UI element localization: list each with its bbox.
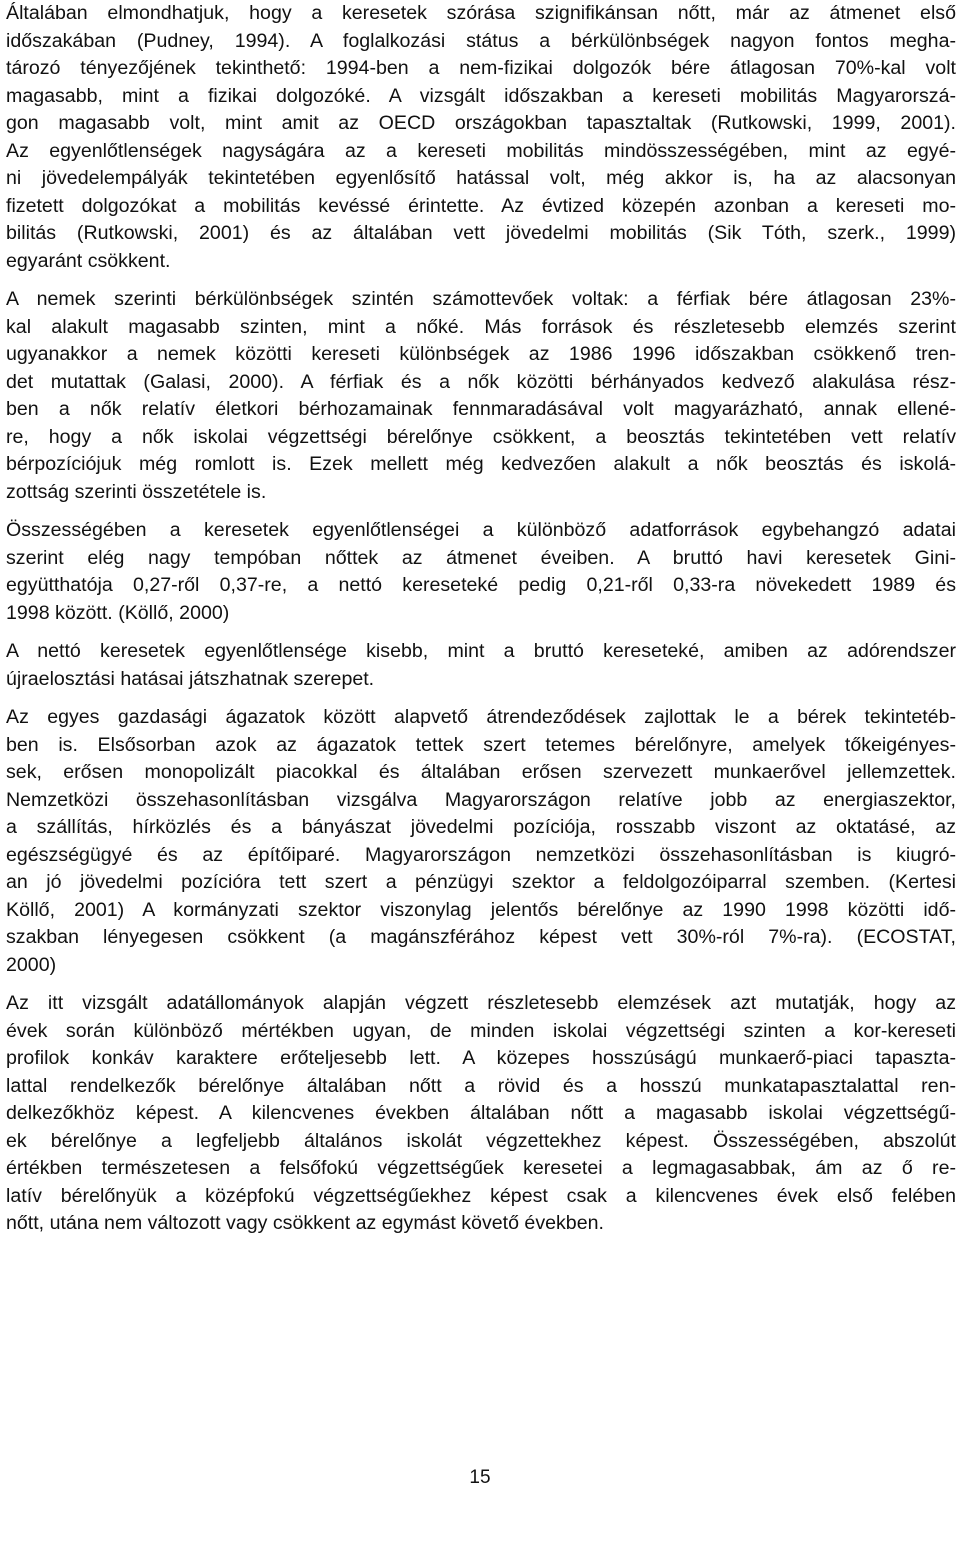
text-line: Köllő, 2001) A kormányzati szektor viszonylag jelentős bérelőnye az 1990 1998 közötti idő- <box>6 898 956 921</box>
text-line: évek során különböző mértékben ugyan, de minden iskolai végzettségi szinten a kor-kereseti <box>6 1019 956 1042</box>
text-line: gon magasabb volt, mint amit az OECD országokban tapasztaltak (Rutkowski, 1999, 2001). <box>6 112 956 134</box>
paragraph-net-earnings <box>6 638 956 693</box>
text-line: ben is. Elsősorban azok az ágazatok tettek szert tetemes bérelőnyre, amelyek tőkeigényes- <box>6 733 956 756</box>
text-line: egészségügyé és az építőiparé. Magyarországon nemzetközi összehasonlításban is kiugró- <box>6 843 956 866</box>
text-line: a szállítás, hírközlés és a bányászat jövedelmi pozíciója, rosszabb viszont az oktatásé, az <box>6 816 956 838</box>
paragraph-gender-wage-gap <box>6 286 956 506</box>
text-line: Az egyenlőtlenségek nagyságára az a kereseti mobilitás mindösszességében, mint az egyé- <box>6 139 956 162</box>
text-line: bérpozíciójuk még romlott is. Ezek mellett még kedvezően alakult a nők beosztás és iskolá- <box>6 453 956 475</box>
text-line: szakban lényegesen csökkent (a magánszférához képest vett 30%-ról 7%-ra). (ECOSTAT, <box>6 926 956 948</box>
text-line: Az egyes gazdasági ágazatok között alapvető átrendeződések zajlottak le a bérek tekintetéb- <box>6 706 956 728</box>
text-line: ni jövedelempályák tekintetében egyenlősítő hatással volt, még akkor is, ha az alacsonyan <box>6 167 956 189</box>
text-line: egyaránt csökkent. <box>6 249 171 272</box>
paragraph-earnings-dispersion <box>6 0 956 275</box>
text-line: sek, erősen monopolizált piacokkal és általában erősen szervezett munkaerővel jellemzettek. <box>6 761 956 783</box>
text-line: ugyanakkor a nemek közötti kereseti különbségek az 1986 1996 időszakban csökkenő tren- <box>6 343 956 365</box>
text-line: Nemzetközi összehasonlításban vizsgálva Magyarországon relatíve jobb az energiaszektor, <box>6 788 956 811</box>
text-line: det mutattak (Galasi, 2000). A férfiak és a nők közötti bérhányados kedvező alakulása rész- <box>6 370 956 393</box>
text-line: újraelosztási hatásai játszhatnak szerepet. <box>6 667 375 690</box>
text-line: tározó tényezőjének tekinthető: 1994-ben a nem-fizikai dolgozók bére átlagosan 70%-kal volt <box>6 57 956 79</box>
text-line: zottság szerinti összetétele is. <box>6 480 267 503</box>
text-line: ben a nők relatív életkori bérhozamainak fennmaradásával volt magyarázható, annak ellené- <box>6 398 956 420</box>
text-line: Általában elmondhatjuk, hogy a keresetek szórása szignifikánsan nőtt, már az átmenet első <box>6 2 956 24</box>
text-line: bilitás (Rutkowski, 2001) és az általában vett jövedelmi mobilitás (Sik Tóth, szerk., 1999) <box>6 222 956 244</box>
text-line: re, hogy a nők iskolai végzettségi bérelőnye csökkent, a beosztás tekintetében vett relatív <box>6 425 956 448</box>
page-number: 15 <box>469 1467 491 1488</box>
text-line: an jó jövedelmi pozícióra tett szert a pénzügyi szektor a feldolgozóiparral szemben. (Kertesi <box>6 871 956 893</box>
paragraph-age-earnings-profiles <box>6 990 956 1238</box>
text-line: 2000) <box>6 953 57 976</box>
text-line: profilok konkáv karaktere erőteljesebb lett. A közepes hosszúságú munkaerő-piaci tapaszta- <box>6 1047 956 1069</box>
text-line: 1998 között. (Köllő, 2000) <box>6 601 230 624</box>
text-line: A nettó keresetek egyenlőtlensége kisebb, mint a bruttó kereseteké, amiben az adórendszer <box>6 640 956 662</box>
text-line: latív bérelőnyük a középfokú végzettségűekhez képest csak a kilencvenes évek első felében <box>6 1184 956 1207</box>
text-line: együtthatója 0,27-ről 0,37-re, a nettó kereseteké pedig 0,21-ről 0,33-ra növekedett 1989 és <box>6 574 956 596</box>
text-line: delkezőkhöz képest. A kilencvenes években általában nőtt a magasabb iskolai végzettségű- <box>6 1102 956 1124</box>
text-line: időszakában (Pudney, 1994). A foglalkozási státus a bérkülönbségek nagyon fontos megha- <box>6 29 956 52</box>
text-line: Az itt vizsgált adatállományok alapján végzett részletesebb elemzések azt mutatják, hogy az <box>6 992 956 1014</box>
text-line: magasabb, mint a fizikai dolgozóké. A vizsgált időszakban a kereseti mobilitás Magyarorszá- <box>6 84 956 107</box>
text-line: szerint elég nagy tempóban nőttek az átmenet éveiben. A bruttó havi keresetek Gini- <box>6 546 956 569</box>
text-line: értékben természetesen a felsőfokú végzettségűek keresetei a legmagasabbak, ám az ő re- <box>6 1157 956 1179</box>
text-line: nőtt, utána nem változott vagy csökkent az egymást követő években. <box>6 1212 604 1234</box>
paragraph-sectoral-wages <box>6 704 956 979</box>
document-page <box>6 0 956 1249</box>
text-line: ek bérelőnye a legfeljebb általános iskolát végzettekhez képest. Összességében, abszolút <box>6 1129 956 1152</box>
text-line: Összességében a keresetek egyenlőtlenségei a különböző adatforrások egybehangzó adatai <box>6 519 956 541</box>
text-line: kal alakult magasabb szinten, mint a nőké. Más források és részletesebb elemzés szerint <box>6 315 956 338</box>
text-line: lattal rendelkezők bérelőnye általában nőtt a rövid és a hosszú munkatapasztalattal ren- <box>6 1074 956 1097</box>
paragraph-gini-coefficient <box>6 517 956 627</box>
text-line: fizetett dolgozókat a mobilitás kevéssé érintette. Az évtized közepén azonban a kereseti mo- <box>6 194 956 217</box>
text-line: A nemek szerinti bérkülönbségek szintén számottevőek voltak: a férfiak bére átlagosan 23%- <box>6 288 956 310</box>
